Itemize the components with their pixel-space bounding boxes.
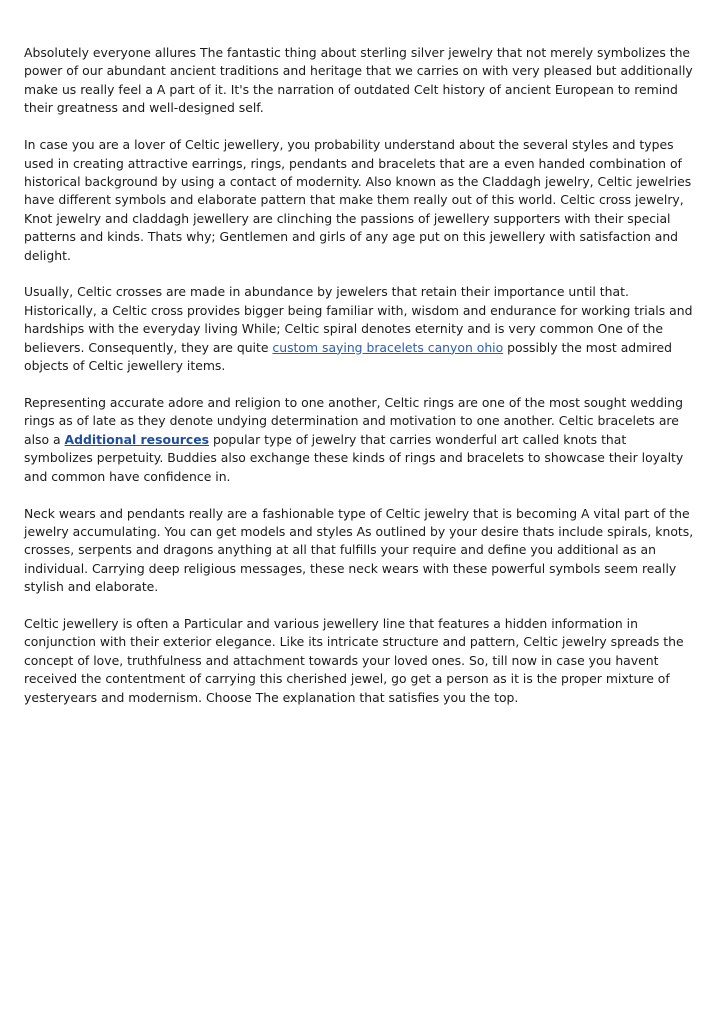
- paragraph-4: [24, 394, 696, 486]
- paragraph-4-text-before: Representing accurate adore and religion to one another, Celtic rings are one of the most sought wedding rings as of late as they denote undying determination and motivation to one another. Celtic bracelets are also a: [24, 395, 683, 447]
- paragraph-6: Celtic jewellery is often a Particular and various jewellery line that features a hidden information in conjunction with their exterior elegance. Like its intricate structure and pattern, Celtic jewelry spreads the concept of love, truthfulness and attachment towards your loved ones. So, till now in case you havent received the contentment of carrying this cherished jewel, go get a person as it is the proper mixture of yesteryears and modernism. Choose The explanation that satisfies you the top.: [24, 616, 684, 705]
- paragraph-5: Neck wears and pendants really are a fashionable type of Celtic jewelry that is becoming A vital part of the jewelry accumulating. You can get models and styles As outlined by your desire thats include spirals, knots, crosses, serpents and dragons anything at all that fulfills your require and define you additional as an individual. Carrying deep religious messages, these neck wears with these powerful symbols seem really stylish and elaborate.: [24, 505, 694, 595]
- paragraph-4-text-after: popular type of jewelry that carries wonderful art called knots that symbolizes perpetuity. Buddies also exchange these kinds of rings and bracelets to showcase their loyalty and common have confidence in.: [24, 431, 684, 484]
- paragraph-3-text-before: Usually, Celtic crosses are made in abundance by jewelers that retain their importance until that. Historically, a Celtic cross provides bigger being familiar with, wisdom and endurance for working trials and hardships with the everyday living While; Celtic spiral denotes eternity and is very common One of the believers. Consequently, they are quite: [24, 284, 693, 355]
- paragraph-3-text-after: possibly the most admired objects of Celtic jewellery items.: [24, 339, 672, 374]
- paragraph-3: [24, 283, 696, 375]
- additional-resources-link[interactable]: Additional resources: [64, 431, 210, 447]
- paragraph-1: Absolutely everyone allures The fantastic thing about sterling silver jewelry that not merely symbolizes the power of our abundant ancient traditions and heritage that we carries on with very pleased but additionally make us really feel a A part of it. It's the narration of outdated Celt history of ancient European to remind their greatness and well-designed self.: [24, 45, 693, 116]
- document-body: [24, 44, 696, 726]
- custom-saying-bracelets-link[interactable]: custom saying bracelets canyon ohio: [272, 339, 504, 355]
- paragraph-2: In case you are a lover of Celtic jewellery, you probability understand about the several styles and types used in creating attractive earrings, rings, pendants and bracelets that are a even handed combination of historical background by using a contact of modernity. Also known as the Claddagh jewelry, Celtic jewelries have different symbols and elaborate pattern that make them really out of this world. Celtic cross jewelry, Knot jewelry and claddagh jewellery are clinching the passions of jewellery supporters with their special patterns and kinds. Thats why; Gentlemen and girls of any age put on this jewellery with satisfaction and delight.: [24, 137, 692, 263]
